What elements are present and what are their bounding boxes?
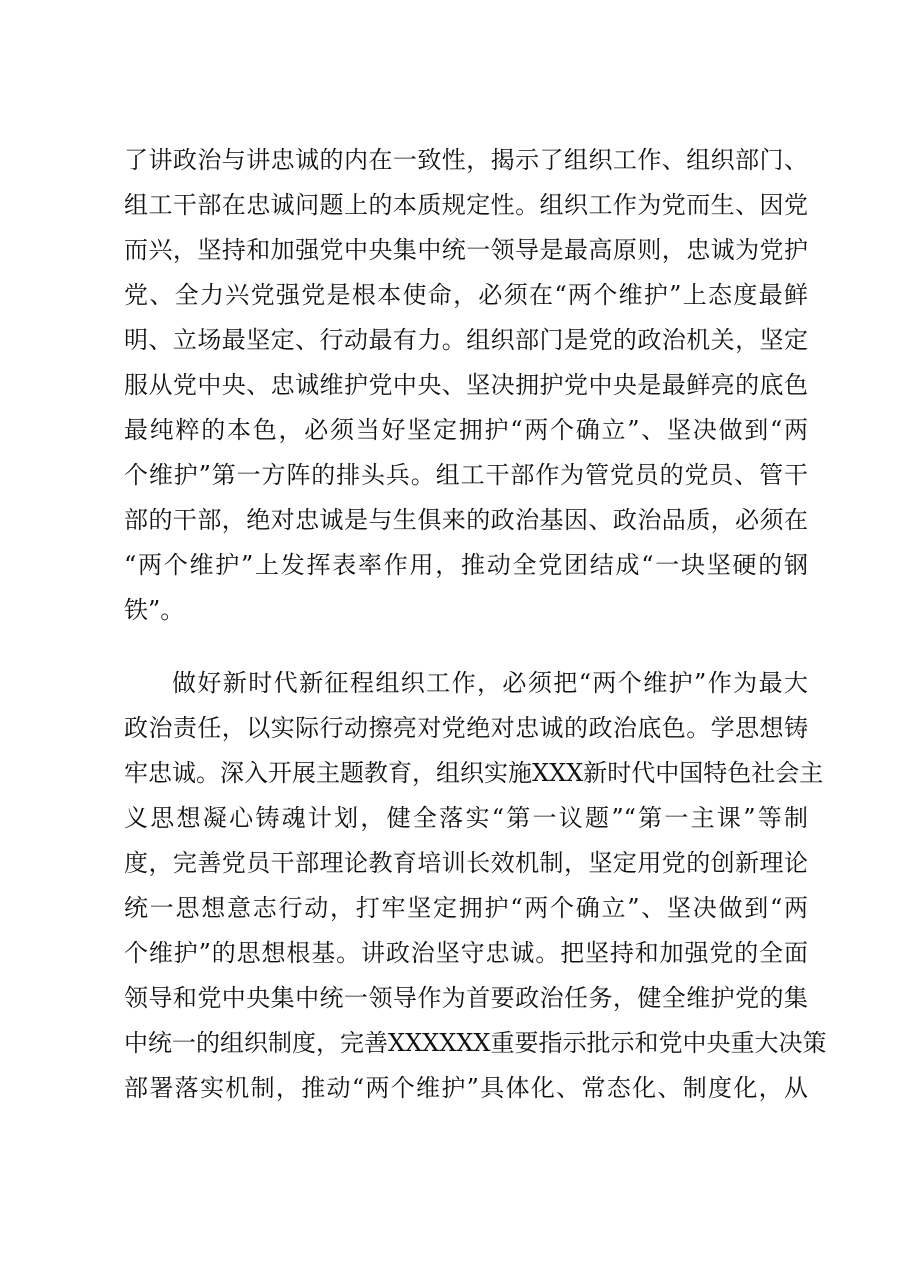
- paragraph-2-line-6: 统一思想意志行动，打牢坚定拥护“两个确立”、坚决做到“两: [124, 894, 808, 922]
- paragraph-2-line-1: 做好新时代新征程组织工作，必须把“两个维护”作为最大: [172, 669, 808, 697]
- paragraph-1-line-7: 最纯粹的本色，必须当好坚定拥护“两个确立”、坚决做到“两: [124, 416, 808, 444]
- paragraph-1-line-9: 部的干部，绝对忠诚是与生俱来的政治基因、政治品质，必须在: [124, 506, 808, 534]
- paragraph-1-line-3: 而兴，坚持和加强党中央集中统一领导是最高原则，忠诚为党护: [124, 236, 808, 264]
- paragraph-1-line-5: 明、立场最坚定、行动最有力。组织部门是党的政治机关，坚定: [124, 326, 808, 354]
- paragraph-2-line-5: 度，完善党员干部理论教育培训长效机制，坚定用党的创新理论: [124, 849, 808, 877]
- paragraph-1-line-4: 党、全力兴党强党是根本使命，必须在“两个维护”上态度最鲜: [124, 281, 808, 309]
- paragraph-2-line-3: 牢忠诚。深入开展主题教育，组织实施XXX新时代中国特色社会主: [124, 759, 824, 787]
- paragraph-2-line-7: 个维护”的思想根基。讲政治坚守忠诚。把坚持和加强党的全面: [124, 939, 808, 967]
- paragraph-2-line-8: 领导和党中央集中统一领导作为首要政治任务，健全维护党的集: [124, 984, 808, 1012]
- paragraph-2-line-10: 部署落实机制，推动“两个维护”具体化、常态化、制度化，从: [124, 1074, 808, 1102]
- paragraph-2-line-4: 义思想凝心铸魂计划，健全落实“第一议题”“第一主课”等制: [124, 804, 808, 832]
- paragraph-1-line-6: 服从党中央、忠诚维护党中央、坚决拥护党中央是最鲜亮的底色: [124, 371, 808, 399]
- paragraph-2-line-2: 政治责任，以实际行动擦亮对党绝对忠诚的政治底色。学思想铸: [124, 714, 808, 742]
- paragraph-1-line-8: 个维护”第一方阵的排头兵。组工干部作为管党员的党员、管干: [124, 461, 808, 489]
- paragraph-2-line-9: 中统一的组织制度，完善XXXXXX重要指示批示和党中央重大决策: [124, 1029, 827, 1057]
- paragraph-1-line-2: 组工干部在忠诚问题上的本质规定性。组织工作为党而生、因党: [124, 191, 808, 219]
- paragraph-1-line-1: 了讲政治与讲忠诚的内在一致性，揭示了组织工作、组织部门、: [124, 146, 808, 174]
- paragraph-1-line-11: 铁”。: [124, 596, 185, 624]
- paragraph-1-line-10: “两个维护”上发挥表率作用，推动全党团结成“一块坚硬的钢: [124, 551, 808, 579]
